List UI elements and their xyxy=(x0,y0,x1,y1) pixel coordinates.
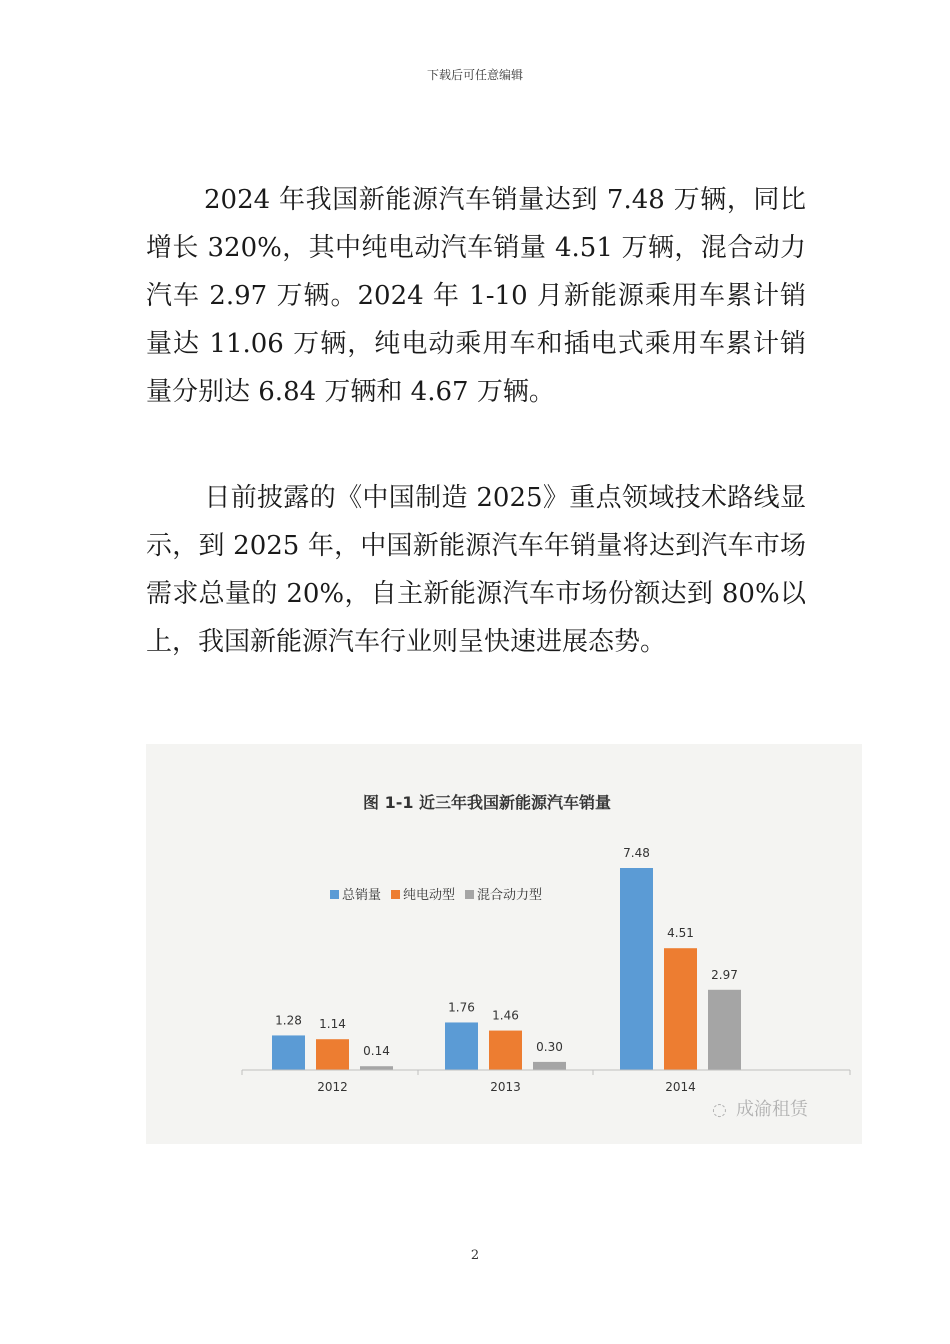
bar-value-label: 1.28 xyxy=(275,1013,302,1028)
legend-swatch xyxy=(465,890,474,899)
x-tick-label: 2013 xyxy=(490,1080,521,1094)
paragraph-text: 日前披露的《中国制造 2025》重点领域技术路线显示，到 2025 年，中国新能源汽车年销量将达到汽车市场需求总量的 20%，自主新能源汽车市场份额达到 80%以上，我国新能源汽车行业则呈快速进展态势。 xyxy=(146,483,806,657)
bar xyxy=(316,1039,349,1070)
bar xyxy=(664,948,697,1070)
page-number: 2 xyxy=(470,1248,480,1263)
bar-value-label: 0.14 xyxy=(363,1044,390,1059)
watermark-icon: ◌ xyxy=(712,1100,727,1120)
bar xyxy=(489,1031,522,1070)
x-axis-ticks xyxy=(242,1070,850,1094)
bar xyxy=(272,1035,305,1070)
page-header: 下载后可任意编辑 xyxy=(426,68,523,82)
x-tick-label: 2012 xyxy=(317,1080,348,1094)
legend-swatch xyxy=(330,890,339,899)
bar-value-label: 7.48 xyxy=(623,846,650,860)
x-tick-label: 2014 xyxy=(665,1080,696,1094)
legend-swatch xyxy=(391,890,400,899)
bar-value-label: 1.14 xyxy=(319,1017,346,1032)
watermark-text: 成渝租赁 xyxy=(736,1099,808,1120)
legend-label: 混合动力型 xyxy=(477,888,543,903)
sales-chart-svg xyxy=(146,744,862,1144)
bar-value-label: 1.76 xyxy=(448,1000,475,1015)
bar-value-label: 2.97 xyxy=(711,967,738,982)
chart-bars xyxy=(272,846,741,1070)
bar xyxy=(708,990,741,1070)
paragraph-sales-2024 xyxy=(146,176,806,416)
watermark xyxy=(712,1099,809,1120)
sales-chart xyxy=(146,744,862,1144)
legend-label: 总销量 xyxy=(342,888,382,903)
bar xyxy=(620,868,653,1070)
bar xyxy=(360,1066,393,1070)
bar-value-label: 0.30 xyxy=(536,1039,563,1054)
chart-legend xyxy=(330,887,542,903)
bar-value-label: 4.51 xyxy=(667,926,694,941)
chart-title: 图 1-1 近三年我国新能源汽车销量 xyxy=(363,793,612,812)
bar xyxy=(445,1022,478,1070)
legend-label: 纯电动型 xyxy=(403,888,456,903)
bar-value-label: 1.46 xyxy=(492,1008,519,1023)
paragraph-text: 2024 年我国新能源汽车销量达到 7.48 万辆，同比增长 320%，其中纯电动汽车销量 4.51 万辆，混合动力汽车 2.97 万辆。2024 年 1-10 月新能源乘用车累计销量达 11.06 万辆，纯电动乘用车和插电式乘用车累计销量分别达 6.84 万辆和 4.67 万辆。 xyxy=(146,185,806,407)
paragraph-made-in-china-2025 xyxy=(146,474,806,666)
bar xyxy=(533,1062,566,1070)
